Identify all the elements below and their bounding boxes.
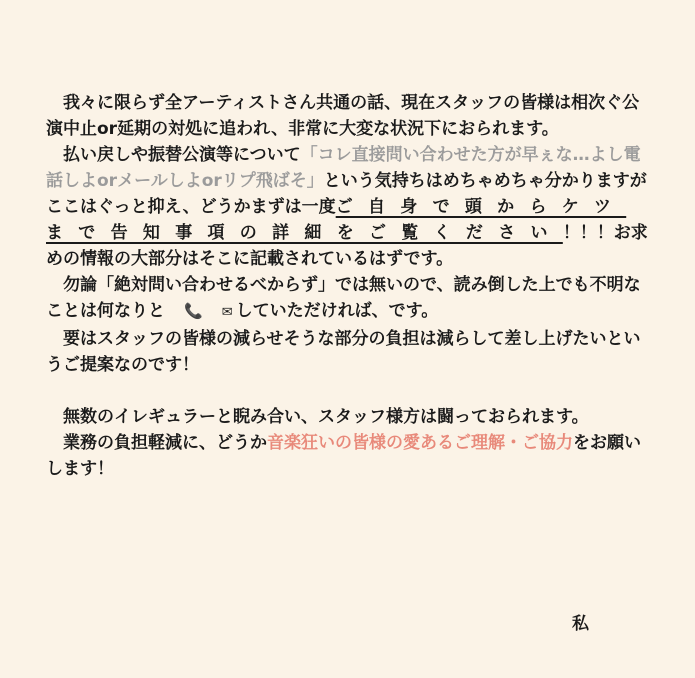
signature: 私 [572, 614, 589, 634]
paragraph-read-notice-tail: ！！！お求めの情報の大部分はそこに記載されているはずです。 [46, 223, 648, 269]
paragraph-request-lead: 業務の負担軽減に、どうか [63, 433, 267, 453]
paragraph-staff-fighting-text: 無数のイレギュラーと睨み合い、スタッフ様方は闘っておられます。 [63, 407, 589, 427]
paragraph-staff-situation [46, 90, 648, 142]
phone-icon: 📞 [184, 302, 203, 320]
mail-icon: ✉ [221, 305, 233, 320]
inner-voice-quote: 「コレ直接問い合わせた方が早ぇな…よし電話しよorメールしよorリプ飛ばそ」 [46, 145, 641, 191]
message-body [46, 90, 648, 482]
paragraph-read-notice-lead: 払い戻しや振替公演等について [63, 145, 301, 165]
paragraph-contact-ok-lead: 勿論「絶対問い合わせるべからず」では無いので、読み倒した上でも不明なことは何なりと [46, 275, 641, 321]
paragraph-read-notice-middle: という気持ちはめちゃめちゃ分かりますがここはぐっと抑え、どうかまずは一度 [46, 171, 647, 217]
paragraph-contact-ok [46, 272, 648, 326]
paragraph-proposal-text: 要はスタッフの皆様の減らせそうな部分の負担は減らして差し上げたいというご提案なのです！ [46, 329, 641, 375]
paragraph-gap [46, 378, 648, 404]
paragraph-staff-situation-text: 我々に限らず全アーティストさん共通の話、現在スタッフの皆様は相次ぐ公演中止or延期の対処に追われ、非常に大変な状況下におられます。 [46, 93, 640, 139]
highlight-understanding: 音楽狂いの皆様の愛あるご理解・ご協力 [267, 433, 573, 453]
paragraph-proposal [46, 326, 648, 378]
paragraph-staff-fighting [46, 404, 648, 430]
paragraph-read-notice [46, 142, 648, 272]
paragraph-request-tail: をお願いします！ [46, 433, 641, 479]
paragraph-contact-ok-tail: していただければ、です。 [235, 301, 439, 321]
paragraph-request [46, 430, 648, 482]
emphasis-read-yourself: ご自身で頭からケツまで告知事項の詳細をご覧ください [46, 197, 627, 243]
